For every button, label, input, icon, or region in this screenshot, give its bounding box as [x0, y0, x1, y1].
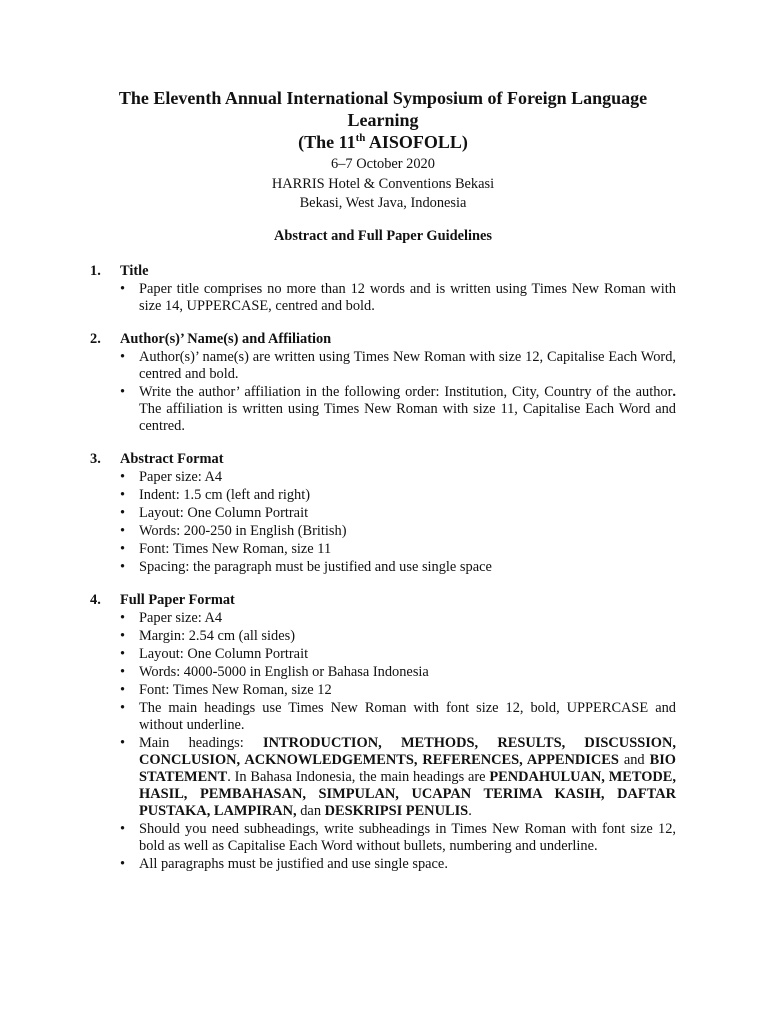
text-run: Layout: One Column Portrait	[139, 504, 309, 521]
text-run: Author(s)’ name(s) are written using Times New Roman with size 12, Capitalise Each Word, centred and bold.	[139, 348, 676, 382]
text-run: Margin: 2.54 cm (all sides)	[139, 627, 296, 644]
bullet-list	[90, 610, 676, 873]
text-run: .	[468, 802, 472, 819]
abbr-prefix: (The 11	[298, 132, 356, 152]
section-heading	[90, 592, 676, 609]
bold-text: BIO STATEMENT	[139, 751, 676, 785]
section-4	[90, 592, 676, 873]
event-date: 6–7 October 2020	[331, 156, 435, 172]
bullet-list	[90, 469, 676, 576]
list-item	[120, 523, 676, 540]
title-line-2: Learning	[347, 110, 419, 130]
section-heading	[90, 451, 676, 468]
list-item	[120, 487, 676, 504]
list-item	[120, 469, 676, 486]
list-item	[120, 541, 676, 558]
list-item	[120, 664, 676, 681]
text-run: Paper title comprises no more than 12 words and is written using Times New Roman with size 14, UPPERCASE, centred and bold.	[139, 280, 676, 314]
list-item	[120, 281, 676, 315]
bullet-list	[90, 349, 676, 435]
guideline-sections	[90, 263, 676, 873]
text-run: Paper size: A4	[139, 468, 223, 485]
event-location: Bekasi, West Java, Indonesia	[299, 195, 467, 211]
list-item	[120, 505, 676, 522]
text-run: Layout: One Column Portrait	[139, 645, 309, 662]
list-item	[120, 610, 676, 627]
bold-text: .	[672, 383, 676, 400]
text-run: Indent: 1.5 cm (left and right)	[139, 486, 311, 503]
list-item	[120, 628, 676, 645]
list-item	[120, 349, 676, 383]
text-run: . In Bahasa Indonesia, the main headings are	[227, 768, 490, 785]
list-item	[120, 559, 676, 576]
text-run: Words: 200-250 in English (British)	[139, 522, 347, 539]
text-run: Main headings:	[139, 734, 263, 751]
section-heading	[90, 331, 676, 348]
list-item	[120, 682, 676, 699]
section-title: Abstract Format	[120, 450, 224, 467]
text-run: and	[618, 751, 650, 768]
section-2	[90, 331, 676, 435]
text-run: Write the author’ affiliation in the following order: Institution, City, Country of the author	[139, 383, 673, 400]
text-run: Font: Times New Roman, size 11	[139, 540, 332, 557]
bold-text: DESKRIPSI PENULIS	[324, 802, 469, 819]
bold-text: PENDAHULUAN, METODE, HASIL, PEMBAHASAN, SIMPULAN, UCAPAN TERIMA KASIH, DAFTAR PUSTAKA, LAMPIRAN,	[139, 768, 676, 819]
section-title: Author(s)’ Name(s) and Affiliation	[120, 330, 332, 347]
text-run: The main headings use Times New Roman with font size 12, bold, UPPERCASE and without underline.	[139, 699, 676, 733]
list-item	[120, 646, 676, 663]
event-venue: HARRIS Hotel & Conventions Bekasi	[271, 175, 495, 192]
text-run: The affiliation is written using Times New Roman with size 11, Capitalise Each Word and centred.	[139, 400, 676, 434]
title-line-1: The Eleventh Annual International Symposium of Foreign Language	[118, 88, 648, 108]
guidelines-title: Abstract and Full Paper Guidelines	[273, 227, 492, 244]
list-item	[120, 821, 676, 855]
section-1	[90, 263, 676, 315]
text-run: Should you need subheadings, write subheadings in Times New Roman with font size 12, bold as well as Capitalise Each Word without bullets, numbering and underline.	[139, 820, 676, 854]
text-run: Font: Times New Roman, size 12	[139, 681, 332, 698]
list-item	[120, 856, 676, 873]
section-heading	[90, 263, 676, 280]
text-run: Paper size: A4	[139, 609, 223, 626]
text-run: Spacing: the paragraph must be justified and use single space	[139, 558, 492, 575]
list-item	[120, 735, 676, 820]
bold-text: INTRODUCTION, METHODS, RESULTS, DISCUSSION, CONCLUSION, ACKNOWLEDGEMENTS, REFERENCES, APPENDICES	[139, 734, 676, 768]
text-run: Words: 4000-5000 in English or Bahasa Indonesia	[139, 663, 429, 680]
symposium-title	[90, 87, 676, 153]
section-title: Title	[120, 262, 149, 279]
section-3	[90, 451, 676, 576]
section-number: 2.	[90, 330, 101, 347]
section-title: Full Paper Format	[120, 591, 235, 608]
event-details	[90, 155, 676, 214]
section-number: 4.	[90, 591, 101, 608]
event-abbreviation	[90, 131, 676, 153]
text-run: All paragraphs must be justified and use single space.	[139, 855, 448, 872]
list-item	[120, 384, 676, 435]
list-item	[120, 700, 676, 734]
abbr-suffix: AISOFOLL)	[365, 132, 468, 152]
abbr-superscript: th	[355, 132, 366, 144]
bullet-list	[90, 281, 676, 315]
section-number: 3.	[90, 450, 101, 467]
text-run: dan	[296, 802, 325, 819]
section-number: 1.	[90, 262, 101, 279]
